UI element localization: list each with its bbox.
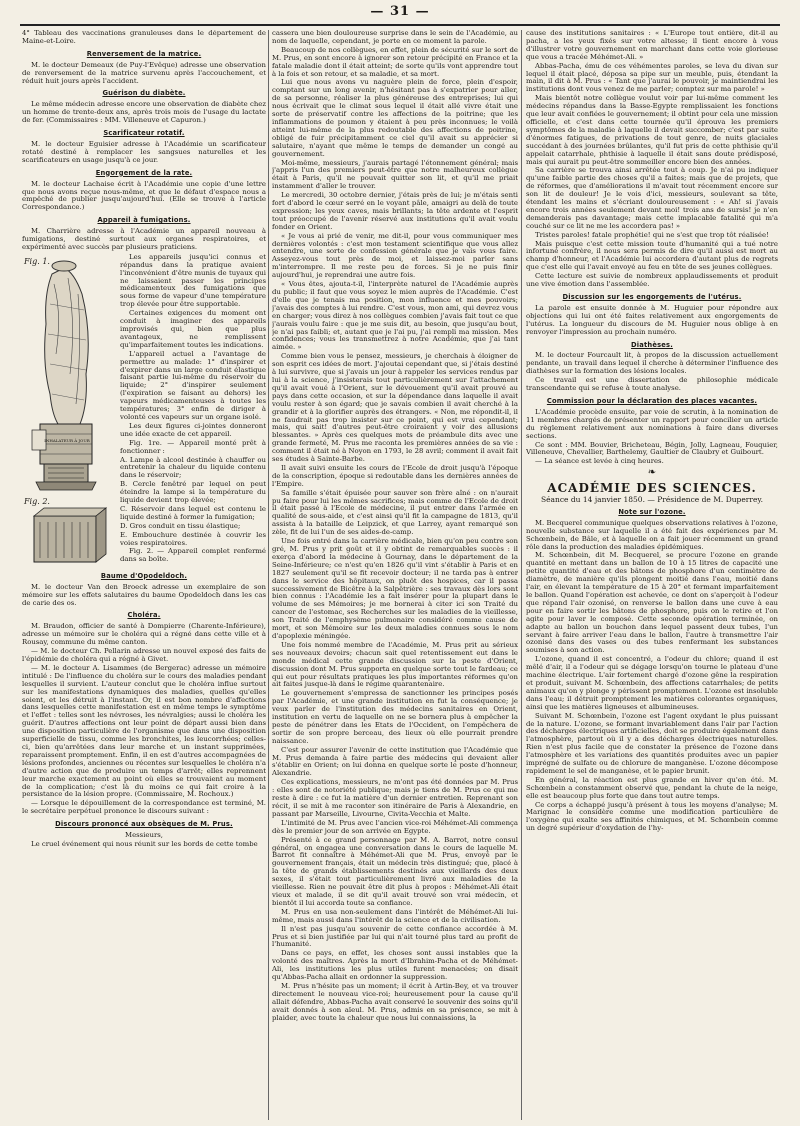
paragraph: Sa carrière se trouva ainsi arrêtée tout à coup. Je n'ai pu indiquer qu'une faible partie des choses qu'il a faites; mais que de projets, que de réformes, que d'améliorations il m'avait tout récemment encore sur son lit de douleur! Je le vois d'ici, messieurs, soulevant sa tête, étendant les mains et s'écriant douloureusement : « Ah! si j'avais encore trois années seulement devant moi! trois ans de sursis! je n'en demanderais pas davantage; mais cette implacable fatalité qui m'a couché sur ce lit ne me les accordera pas! » (526, 166, 778, 230)
paragraph: L'ozone, quand il est concentré, a l'odeur du chlore; quand il est mêlé d'air, il a l'odeur qui se dégage lorsqu'on tourne le plateau d'une machine électrique. L'air fortement chargé d'ozone gêne la respiration et produit, suivant M. Schœnbein, des affections catarrhales; de petits animaux qu'on y plonge y périssent promptement. L'ozone est insoluble dans l'eau; il détruit promptement les matières colorantes organiques, ainsi que les matières ligneuses et albumineuses. (526, 655, 778, 711)
paragraph: — La séance est levée à cinq heures. (535, 457, 664, 466)
salutation: Messieurs, (125, 831, 163, 840)
paragraph: Fig. 1re. — Appareil monté prêt à fonctionner : (120, 438, 266, 455)
paragraph: Moi-même, messieurs, j'aurais partagé l'étonnement général; mais j'appris l'un des premiers peut-être que notre malheureux collègue était à Paris, qu'il ne pouvait quitter son lit, et qu'il me priait instamment d'aller le trouver. (272, 158, 518, 191)
column-divider (268, 30, 269, 1120)
paragraph: Certaines exigences du moment ont conduit à imaginer des appareils improvisés qui, bien que plus avantageux, ne remplissent qu'imparfaitement toutes les indications. (120, 309, 266, 349)
paragraph: Abbas-Pacha, ému de ces véhémentes paroles, se leva du divan sur lequel il était placé, déposa sa pipe sur un meuble, puis, étendant la main, il dit à M. Prus : « Tant que j'aurai le pouvoir, je maintiendrai les institutions dont vous venez de me parler; comptez sur ma parole! » (526, 61, 778, 94)
paragraph: Comme bien vous le pensez, messieurs, je cherchais à éloigner de son esprit ces idées de mort. J'ajoutai cependant que, si j'étais destiné à lui survivre, que si j'avais un jour à rappeler les services rendus par lui à la science, j'insisterais tout particulièrement sur l'attachement qu'il avait voué à l'Orient, sur le dévouement qu'il avait prouvé au pays dans cette occasion, et sur la dépendance dans laquelle il avait voulu rester à son égard; que je savais combien il avait cherché à la grandir et à la glorifier auprès des étrangers. « Non, me répondit-il, il ne faudrait pas trop insister sur ce point, qui est vrai cependant; mais, qui sait! d'autres peut-être croiraient y voir des allusions blessantes. » Après ces quelques mots de préambule dits avec une grande fermeté, M. Prus me raconta les premières années de sa vie : comment il était né à Noyon en 1793, le 28 avril; comment il avait fait ses études à Sainte-Barbe. (272, 352, 518, 464)
paragraph: Il avait suivi ensuite les cours de l'Ecole de droit jusqu'à l'époque de la conscription, époque si redoutable dans les dernières années de l'Empire. (272, 463, 518, 488)
paragraph: L'intimité de M. Prus avec l'ancien vice-roi Méhémet-Ali commença dès le premier jour de son arrivée en Egypte. (272, 818, 518, 835)
paragraph: C'est pour assurer l'avenir de cette institution que l'Académie que M. Prus demanda à faire partie des médecins qui devaient aller s'établir en Orient; on lui donna en quelque sorte le poste d'honneur, Alexandrie. (272, 745, 518, 778)
paragraph: Il n'est pas jusqu'au souvenir de cette confiance accordée à M. Prus et si bien justifiée par lui qui n'ait tourné plus tard au profit de l'humanité. (272, 924, 518, 949)
paragraph: Beaucoup de nos collègues, en effet, plein de sécurité sur le sort de M. Prus, en sont encore à ignorer son retour précipité en France et la fatale maladie dont il était atteint; de sorte qu'ils vont apprendre tout à la fois et son retour, et sa maladie, et sa mort. (272, 45, 518, 78)
paragraph: L'appareil actuel a l'avantage de permettre au malade: 1° d'inspirer et d'expirer dans un large conduit élastique faisant partie lui-même du réservoir du liquide; 2° d'inspirer seulement (l'expiration se faisant au dehors) les vapeurs médicamenteuses à toutes les températures; 3° enfin de diriger à volonté ces vapeurs sur un organe isolé. (120, 349, 266, 421)
section-heading: Renversement de la matrice. (86, 49, 202, 58)
section-heading: Choléra. (127, 611, 161, 620)
paragraph: Ce sont : MM. Bouvier, Bricheteau, Bégin, Jolly, Lagneau, Fouquier, Villeneuve, Chevallier, Barthelemy, Gaultier de Claubry et Guibourt. (526, 440, 778, 457)
page-header (20, 4, 780, 24)
legend-item: B. Cercle fenêtré par lequel on peut éteindre la lampe si la température du liquide devient trop élevée; (120, 480, 266, 505)
paragraph: M. Schœnbein, dit M. Becquerel, se procure l'ozone en grande quantité en mettant dans un ballon de 10 à 15 litres de capacité une petite quantité d'eau et des bâtons de phosphore d'un centimètre de diamètre, de manière qu'ils plongent moitié dans l'eau, moitié dans l'air, en élevant la température de 15 à 20° et fermant imparfaitement le ballon. Quand l'opération est achevée, ce dont on s'aperçoit à l'odeur que répand l'air ozonisé, on renverse le ballon dans une cuve à eau pour en faire sortir les bâtons de phosphore, puis on le retire et l'on agite pour laver le composé. Cette seconde opération terminée, on adapte au ballon un bouchon dans lequel passent deux tubes, l'un servant à faire arriver l'eau dans le ballon, l'autre à transmettre l'air ozonisé dans des vases ou des tubes renfermant les substances soumises à son action. (526, 551, 778, 655)
legend-item: E. Embouchure destinée à couvrir les voies respiratoires. (120, 530, 266, 547)
paragraph: Tristes paroles! fatale prophétie! qui ne s'est que trop tôt réalisée! (535, 230, 769, 239)
paragraph: Lui que nous avons vu naguère plein de force, plein d'espoir, comptant sur un long avenir, n'hésitant pas à s'expatrier pour aller, de sa personne, réaliser la plus généreuse des entreprises; lui qui nous écrivait que le climat sous lequel il était allé vivre était une sorte de préservatif contre les affections de la poitrine; que les inflammations de poumon y étaient à peu près inconnues; le voilà atteint lui-même de la plus redoutable des affections de poitrine, obligé de fuir précipitamment ce ciel qu'il avait su apprécier si salutaire, n'ayant que même le temps de demander un congé au gouvernement. (272, 78, 518, 158)
column-divider (521, 30, 522, 1120)
paragraph: Une fois nommé membre de l'Académie, M. Prus prit au sérieux ses nouveaux devoirs; chacun sait quel retentissement eut dans le monde médical cette grande discussion sur la peste d'Orient, discussion dont M. Prus supporta en quelque sorte tout le fardeau; ce qui eut pour résultats pratiques les plus importantes réformes qu'on ait faites jusque-là dans le régime quarantenaire. (272, 640, 518, 689)
paragraph: M. Prus en usa non-seulement dans l'intérêt de Méhémet-Ali lui-même, mais aussi dans l'intérêt de la science et de la civilisation. (272, 907, 518, 924)
paragraph: Le même médecin adresse encore une observation de diabète chez un homme de trente-deux ans, après trois mois de l'usage du lactate de fer. (Commissaires : MM. Villeneuve et Capuron.) (22, 100, 266, 125)
page-number: — 31 — (370, 4, 430, 19)
fumigation-apparatus-illustration (22, 254, 118, 568)
section-heading: Note sur l'ozone. (618, 507, 686, 516)
section-heading: Baume d'Opodeldoch. (100, 571, 188, 580)
legend-item: A. Lampe à alcool destinée à chauffer ou entretenir la chaleur du liquide contenu dans le réservoir; (120, 455, 266, 480)
paragraph: Les appareils jusqu'ici connus et répandus dans la pratique avaient l'inconvénient d'être munis de tuyaux qui ne laissaient passer les principes médicamenteux des fumigations que sous forme de vapeur d'une température trop élevée pour être supportable. (120, 253, 266, 309)
paragraph: M. Prus n'hésite pas un moment; il écrit à Artin-Bey, et va trouver directement le nouveau vice-roi; heureusement pour la cause qu'il allait défendre, Abbas-Pacha avait conservé le souvenir des soins qu'il avait donnés à son aïeul. M. Prus, admis en sa présence, se mit à plaider, avec toute la chaleur que nous lui connaissions, la (272, 981, 518, 1022)
section-heading: Guérison du diabète. (102, 89, 186, 98)
paragraph: L'Académie procède ensuite, par voie de scrutin, à la nomination de 11 membres chargés de présenter un rapport pour concilier un article du règlement relativement aux nominations à faire dans diverses sections. (526, 407, 778, 440)
paragraph: — M. le docteur Ch. Pellarin adresse un nouvel exposé des faits de l'épidémie de choléra qui a régné à Givet. (22, 647, 266, 663)
figure-caption-text (120, 254, 266, 568)
header-rule (20, 24, 780, 26)
paragraph: M. le docteur Fourcault lit, à propos de la discussion actuellement pendante, un travail dans lequel il cherche à déterminer l'influence des diathèses sur la formation des lésions locales. (526, 351, 778, 376)
paragraph: — Lorsque le dépouillement de la correspondance est terminé, M. le secrétaire perpétuel prononce le discours suivant : (22, 799, 266, 816)
legend-item: D. Gros conduit en tissu élastique; (120, 521, 241, 530)
legend-item: C. Réservoir dans lequel est contenu le liquide destiné à former la fumigation; (120, 504, 266, 521)
paragraph: M. le docteur Eguisier adresse à l'Académie un scarificateur rotaté destiné à remplacer les sangsues naturelles et les scarificateurs en usage jusqu'à ce jour. (22, 139, 266, 164)
paragraph: Mais bientôt notre collègue voulut voir par lui-même comment les médecins répandus dans la Basse-Egypte remplissaient les fonctions que leur avait confiées le gouvernement; il obtint pour cela une mission officielle, et c'est dans cette tournée qu'il éprouva les premiers symptômes de la maladie à laquelle il devait succomber; c'est par suite d'énormes fatigues, de privations de tout genre, de nuits glaciales succédant à des journées brûlantes, qu'il fut pris de cette phthisie qu'il appelait catarrhale, phthisie à laquelle il était sans doute prédisposé, mais qui aurait pu peut-être sommeiller encore bien des années. (526, 94, 778, 166)
section-title: ACADÉMIE DES SCIENCES. (547, 481, 757, 496)
section-heading: Appareil à fumigations. (97, 216, 191, 225)
section-heading: Commission pour la déclaration des places vacantes. (546, 396, 758, 405)
paragraph: Dans ce pays, en effet, les choses sont aussi instables que la volonté des maîtres. Après la mort d'Ibrahim-Pacha et de Méhémet-Ali, les institutions les plus utiles furent menacées; on disait qu'Abbas-Pacha allait en ordonner la suppression. (272, 949, 518, 982)
paragraph: Une fois entré dans la carrière médicale, bien qu'on peu contre son gré, M. Prus y prit goût et il y obtint de remarquables succès : il exerça d'abord la médecine à Gournay, dans le département de la Seine-Inférieure; ce n'est qu'en 1826 qu'il vint s'établir à Paris et en 1827 seulement qu'il se fit recevoir docteur; il ne tarda pas à entrer dans le service des hôpitaux, on pluôt des hospices, car il passa successivement de Bicêtre à la Salpêtrière : ses travaux dès lors sont bien connus : l'Académie les a fait insérer pour la plupart dans le volume de ses Mémoires; je me bornerai à citer ici son Traité du cancer de l'estomac, ses Recherches sur les maladies de la vieillesse, son Traité de l'emphysème pulmonaire considéré comme cause de mort, et son Mémoire sur les deux maladies connues sous le nom d'apoplexie méningée. (272, 537, 518, 640)
figure-plate: INHALATEUR À JOUR (44, 437, 90, 443)
paragraph: Mais puisque c'est cette mission toute d'humanité qui a tué notre infortuné confrère, il nous sera permis de dire qu'il aussi est mort au champ d'honneur, et l'Académie lui accordera d'autant plus de regrets que c'est elle qui l'avait envoyé au feu en tête de ses jeunes collègues. (526, 239, 778, 272)
paragraph: En général, la réaction est plus grande en hiver qu'en été. M. Schœnbein a constamment observé que, pendant la chute de la neige, elle est beaucoup plus forte que dans tout autre temps. (526, 775, 778, 800)
paragraph: M. le docteur Lachaise écrit à l'Académie une copie d'une lettre que nous avons reçue nous-même, et que le défaut d'espace nous a empêché de publier jusqu'aujourd'hui. (Elle se trouve à l'article Correspondance.) (22, 179, 266, 212)
figure-label: Fig. 2. (24, 496, 50, 506)
paragraph: La parole est ensuite donnée à M. Huguier pour répondre aux objections qui lui ont été faites relativement aux engorgements de l'utérus. La longueur du discours de M. Huguier nous oblige à en renvoyer l'impression au prochain numéro. (526, 303, 778, 336)
paragraph: cause des institutions sanitaires : « L'Europe tout entière, dit-il au pacha, a les yeux fixés sur votre altesse; il tient encore à vous d'illustrer votre gouvernement en marchant dans cette voie glorieuse que vous a tracée Méhémet-Ali. » (526, 30, 778, 61)
section-heading: Scarificateur rotatif. (103, 129, 185, 138)
paragraph: Le cruel événement qui nous réunit sur les bords de cette tombe (31, 839, 258, 848)
figure-block (22, 254, 266, 568)
paragraph: M. Braudon, officier de santé à Dompierre (Charente-Inférieure), adresse un mémoire sur le choléra qui a régné dans cette ville et à Rousay, commune du même canton. (22, 622, 266, 647)
column-2 (272, 30, 518, 1122)
paragraph: M. le docteur Van den Broeck adresse un exemplaire de son mémoire sur les effets salutaires du baume Opodeldoch dans les cas de carie des os. (22, 582, 266, 607)
column-3 (526, 30, 778, 1122)
column-1 (22, 30, 266, 1122)
paragraph: Le mercredi, 30 octobre dernier, j'étais près de lui; je m'étais senti fort d'abord le cœur serré en le voyant pâle, amaigri au delà de toute expression; les yeux caves, mais brillants; la tête ardente et l'esprit tout préoccupé de l'avenir réservé aux institutions qu'il avait voulu fonder en Orient. (272, 191, 518, 231)
section-heading: Discussion sur les engorgements de l'utérus. (562, 293, 742, 301)
paragraph: Sa famille s'était épuisée pour sauver son frère aîné : on n'aurait pu faire pour lui les mêmes sacrifices; mais comme de l'Ecole de droit il était passé à l'Ecole de médecine, il put entrer dans l'armée en qualité de sous-aide, et c'est ainsi qu'il fit la campagne de 1813, qu'il assista à la bataille de Leipzick, et que Larrey, ayant remarqué son zèle, fit de lui l'un de ses aides-de-camp. (272, 488, 518, 537)
paragraph: M. Charrière adresse à l'Académie un appareil nouveau à fumigations, destiné surtout aux organes respiratoires, et expérimenté avec succès par plusieurs praticiens. (22, 227, 266, 251)
paragraph: Présenté à ce grand personnage par M. A. Barrot, notre consul général, on engagea une conversation dans le cours de laquelle M. Barrot fit connaître à Méhémet-Ali que M. Prus, envoyé par le gouvernement français, était un médecin très distingué; que, placé à la tête de grands établissements destinés aux vieillards des deux sexes, il s'était tout particulièrement livré aux maladies de la vieillesse. Rien ne pouvait être dit plus à propos : Méhémet-Ali était vieux et malade, il se dit qu'il avait trouvé son vrai médecin, et bientôt il lui accorda toute sa confiance. (272, 835, 518, 907)
paragraph: Ce corps a échappé jusqu'à présent à tous les moyens d'analyse; M. Marignac le considère comme une modification particulière de l'oxygène qui exalte ses affinités chimiques, et M. Schœnbein comme un degré supérieur d'oxydation de l'hy- (526, 800, 778, 833)
paragraph: Fig. 2. — Appareil complet renfermé dans sa boîte. (120, 547, 266, 564)
paragraph: « Je vous ai prié de venir, me dit-il, pour vous communiquer mes dernières volontés : c'est mon testament scientifique que vous allez entendre, une sorte de confession générale que je vais vous faire. Asseyez-vous tout près de moi, et laissez-moi parler sans m'interrompre. Il me reste peu de forces. Si je ne puis finir aujourd'hui, je reprendrai une autre fois. (272, 231, 518, 280)
paragraph: — M. le docteur A. Lisammes (de Bergerac) adresse un mémoire intitulé : De l'influence du choléra sur le cours des maladies pendant lesquelles il survient. L'auteur conclut que le choléra influe surtout sur les manifestations dynamiques des maladies, quelles qu'elles soient, et les détruit à l'instant. Or, il est bon nombre d'affections dans lesquelles cette manifestation est en même temps le symptôme et l'effet : telles sont les névroses, les névralgies; aussi le choléra les guérit. D'autres affections ont leur point de départ aussi bien dans une disposition particulière de l'organisme que dans une disposition superficielle de tissu, comme les bronchites, les leucorrhées; celles-ci, bien qu'arrêtées dans leur marche et un instant supprimées, reparaissent promptement. Enfin, il en est d'autres accompagnées de lésions profondes, anciennes ou récentes sur lesquelles le choléra n'a d'autre action que de produire un temps d'arrêt; elles reprennent leur marche exactement au point où elles se trouvaient au moment de la complication; c'est là du moins ce qui fait croire à la persistance de la lésion propre. (Commissaire, M. Rochoux.) (22, 663, 266, 799)
paragraph: M. le docteur Demeaux (de Puy-l'Evêque) adresse une observation de renversement de la matrice survenu après l'accouchement, et réduit huit jours après l'accident. (22, 60, 266, 85)
paragraph: Cette lecture est suivie de nombreux applaudissements et produit une vive émotion dans l'assemblée. (526, 272, 778, 289)
paragraph: Les deux figures ci-jointes donneront une idée exacte de cet appareil. (120, 421, 266, 438)
section-heading: Diathèses. (631, 340, 673, 349)
section-heading: Engorgement de la rate. (95, 168, 193, 177)
paragraph: Ces explications, messieurs, ne m'ont pas été données par M. Prus : elles sont de notoriété publique; mais je tiens de M. Prus ce qui me reste à dire : ce fut la matière d'un dernier entretien. Reprenant son récit, il se mit à me raconter son itinéraire de Paris à Alexandrie, en passant par Marseille, Livourne, Civita-Vecchia et Malte. (272, 778, 518, 818)
paragraph: Le gouvernement s'empressa de sanctionner les principes posés par l'Académie, et une grande institution en fut la conséquence; je veux parler de l'institution des médecins sanitaires en Orient, institution en vertu de laquelle on ne se bornera plus à empêcher la peste de pénétrer dans les Etats de l'Occident, on l'empêchera de sortir de son propre berceau, des lieux où elle pourrait prendre naissance. (272, 689, 518, 745)
paragraph: cassera une bien douloureuse surprise dans le sein de l'Académie, au nom de laquelle, cependant, je porte en ce moment la parole. (272, 30, 518, 45)
paragraph: Ce travail est une dissertation de philosophie médicale transcendante qui se refuse à toute analyse. (526, 376, 778, 393)
paragraph: « Vous êtes, ajouta-t-il, l'interprète naturel de l'Académie auprès du public; il faut que vous soyez le mien auprès de l'Académie. C'est d'elle que je tenais ma position, mon influence et mes pouvoirs; j'avais des comptes à lui rendre. C'est vous, mon ami, qui devrez vous en charger; vous direz à nos collègues combien j'avais fait tout ce que j'aurais voulu faire : que je me suis dit, au besoin, que jusqu'au bout, je n'ai pas faibli; et, autant que je l'ai pu, j'ai rempli ma mission. Mes confidences; vous les transmettrez à notre Académie, que j'ai tant aimée. » (272, 280, 518, 352)
paragraph: M. Becquerel communique quelques observations relatives à l'ozone, nouvelle substance sur laquelle il a été fait des expériences par M. Schœnbein, de Bâle, et à laquelle on a fait jouer récemment un grand rôle dans la production des maladies épidémiques. (526, 518, 778, 551)
section-heading: Discours prononcé aux obsèques de M. Prus. (55, 820, 233, 829)
ornament-icon: ❧ (647, 467, 657, 479)
paragraph: Suivant M. Schœnbein, l'ozone est l'agent oxydant le plus puissant de la nature. L'ozone, se formant invariablement dans l'air par l'action des décharges électriques artificielles, doit se produire également dans l'atmosphère, partout où il y a des décharges électriques naturelles. Rien n'est plus facile que de constater la présence de l'ozone dans l'atmosphère et les variations des quantités produites avec un papier imprégné de sulfate ou de chlorure de manganèse. L'ozone décompose rapidement le sel de manganèse, et le papier brunit. (526, 711, 778, 775)
session-line: Séance du 14 janvier 1850. — Présidence de M. Duperrey. (540, 495, 764, 505)
paragraph: 4° Tableau des vaccinations granuleuses dans le département de Maine-et-Loire. (22, 30, 266, 45)
figure-label: Fig. 1. (24, 256, 50, 266)
